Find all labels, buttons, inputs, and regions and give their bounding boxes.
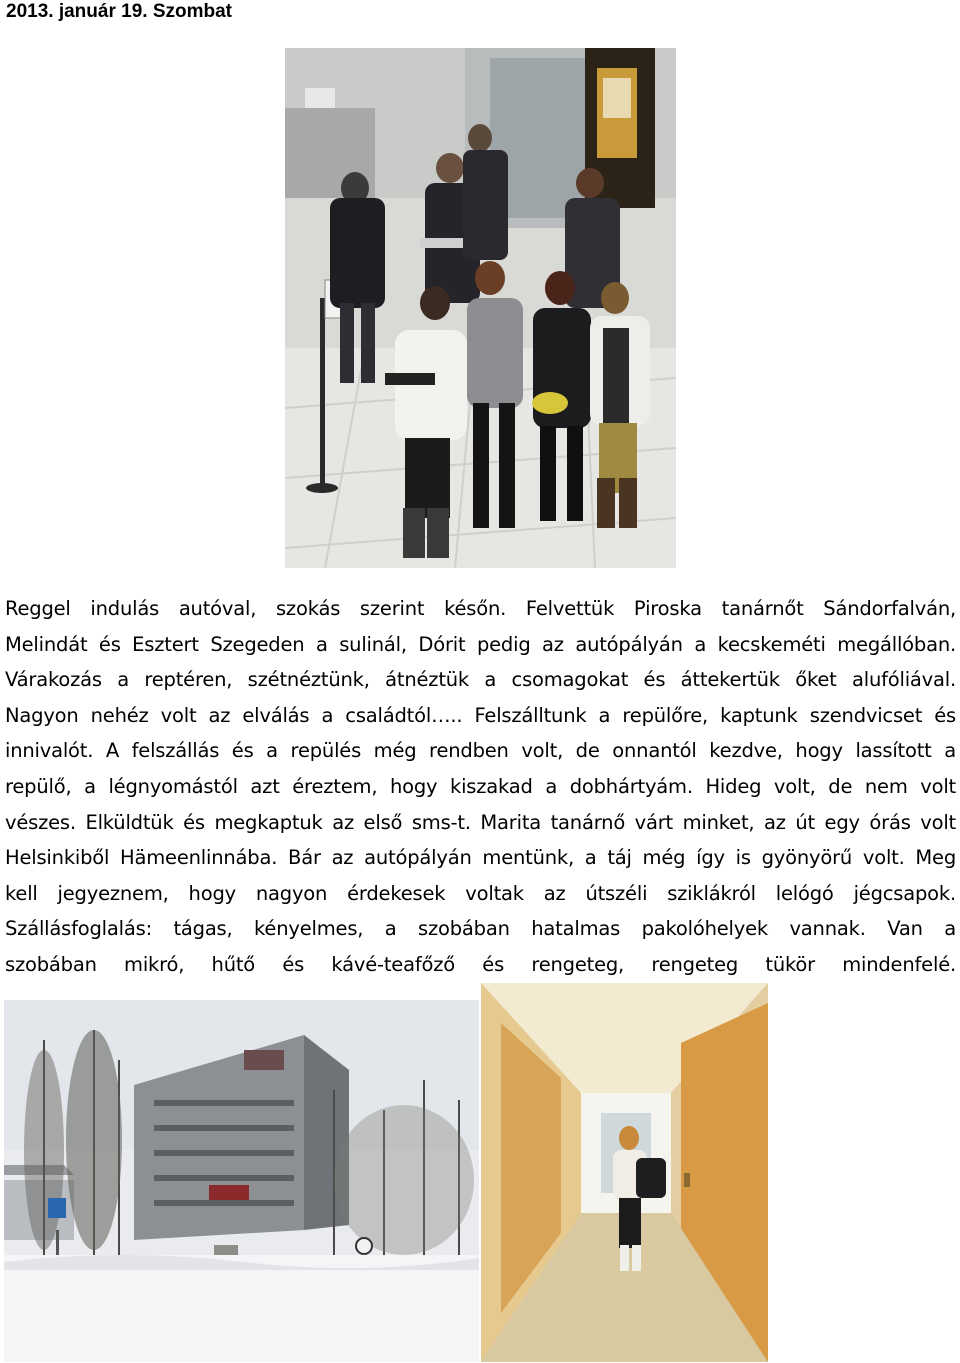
paragraph-line: Melindát és Esztert Szegeden a sulinál, Dórit pedig az autópályán a kecskeméti megállóban. [5,632,956,656]
paragraph-line: innivalót. A felszállás és a repülés még rendben volt, de onnantól kezdve, hogy lassított a [5,739,956,763]
paragraph-line: szobában mikró, hűtő és kávé-teafőző és rengeteg, rengeteg tükör mindenfelé. [5,952,956,976]
paragraph-line: kell jegyeznem, hogy nagyon érdekesek voltak az útszéli sziklákról lelógó jégcsapok. [5,881,956,905]
paragraph-line: Nagyon nehéz volt az elválás a családtól….. Felszálltunk a repülőre, kaptunk szendvicset és [5,703,956,727]
paragraph-line: Várakozás a reptéren, szétnéztünk, átnéztük a csomagokat és áttekertük őket alufóliával. [5,668,956,692]
page-date-heading: 2013. január 19. Szombat [6,1,232,22]
snowy-building-photo [4,1000,479,1362]
paragraph-line: Helsinkiből Hämeenlinnába. Bár az autópályán mentünk, a táj még így is gyönyörű volt. Meg [5,846,956,870]
airport-group-photo [285,48,676,568]
diary-paragraph [5,591,956,983]
paragraph-line: vészes. Elküldtük és megkaptuk az első sms-t. Marita tanárnő várt minket, az út egy órás volt [5,810,956,834]
paragraph-line: repülő, a légnyomástól azt éreztem, hogy kiszakad a dobhártyám. Hideg volt, de nem volt [5,774,956,798]
hotel-corridor-photo [481,983,768,1362]
paragraph-line: Szállásfoglalás: tágas, kényelmes, a szobában hatalmas pakolóhelyek vannak. Van a [5,917,956,941]
paragraph-line: Reggel indulás autóval, szokás szerint későn. Felvettük Piroska tanárnőt Sándorfalván, [5,597,956,620]
